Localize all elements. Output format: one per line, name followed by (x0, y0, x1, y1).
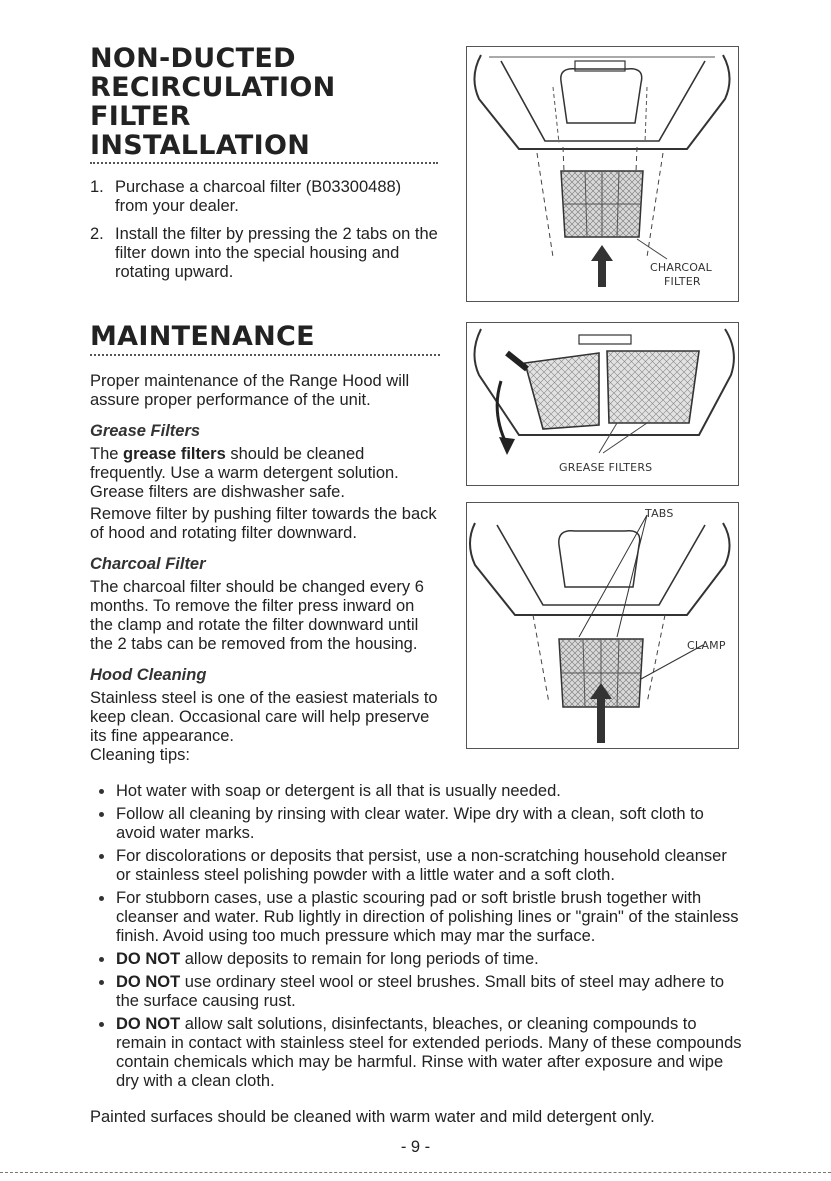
grease-text-b: should be cleaned frequently. Use a warm detergent solution. Grease filters are dishwasher safe. (90, 445, 399, 501)
hood-cleaning-heading: Hood Cleaning (90, 666, 207, 684)
bullet-icon (99, 896, 104, 901)
grease-filters-paragraph (90, 445, 440, 502)
step-text: Install the filter by pressing the 2 tabs on the filter down into the special housing and rotating upward. (115, 225, 438, 281)
footer-rule (0, 1172, 831, 1173)
clamp-label: CLAMP (687, 639, 726, 652)
bullet-icon (99, 980, 104, 985)
list-item (90, 1015, 742, 1091)
maintenance-title-rule (90, 354, 440, 356)
closing-paragraph: Painted surfaces should be cleaned with warm water and mild detergent only. (90, 1108, 655, 1126)
figure-tabs-clamp (466, 502, 739, 749)
installation-title-line3: INSTALLATION (90, 130, 311, 161)
bullet-icon (99, 1022, 104, 1027)
charcoal-filter-label-line2: FILTER (664, 275, 701, 288)
installation-title-line2: RECIRCULATION FILTER (90, 72, 336, 132)
section-installation (90, 44, 438, 291)
list-item (90, 847, 742, 885)
figure-grease-filters (466, 322, 739, 486)
grease-removal-paragraph: Remove filter by pushing filter towards the back of hood and rotating filter downward. (90, 505, 437, 542)
tabs-label: TABS (645, 507, 674, 520)
grease-filters-strong: grease filters (123, 445, 226, 463)
bullet-icon (99, 789, 104, 794)
bullet-icon (99, 957, 104, 962)
tip-text: Hot water with soap or detergent is all that is usually needed. (116, 782, 561, 800)
hood-clamp-illustration (467, 503, 738, 748)
maintenance-intro: Proper maintenance of the Range Hood will assure proper performance of the unit. (90, 372, 410, 409)
tip-strong: DO NOT (116, 1015, 181, 1033)
charcoal-filter-heading: Charcoal Filter (90, 555, 206, 573)
step-number: 1. (90, 178, 104, 196)
charcoal-filter-paragraph: The charcoal filter should be changed every 6 months. To remove the filter press inward on the clamp and rotate the filter downward until the 2 tabs can be removed from the housing. (90, 578, 424, 653)
installation-step (90, 178, 438, 216)
list-item (90, 950, 742, 969)
page-number: - 9 - (400, 1138, 431, 1156)
installation-steps (90, 178, 438, 282)
tip-text: For stubborn cases, use a plastic scouring pad or soft bristle brush together with cleanser and water. Rub lightly in direction of polishing lines or "grain" of the stainless finish. Avoid using too much pressure which may mar the surface. (116, 889, 739, 945)
cleaning-tips-intro: Cleaning tips: (90, 746, 190, 764)
bullet-icon (99, 812, 104, 817)
tip-text: use ordinary steel wool or steel brushes. Small bits of steel may adhere to the surface causing rust. (116, 973, 725, 1010)
tip-text: Follow all cleaning by rinsing with clear water. Wipe dry with a clean, soft cloth to avoid water marks. (116, 805, 704, 842)
grease-text-a: The (90, 445, 124, 463)
list-item (90, 889, 742, 946)
list-item (90, 782, 742, 801)
tip-text: For discolorations or deposits that persist, use a non-scratching household cleanser or stainless steel polishing powder with a little water and a soft cloth. (116, 847, 727, 884)
tip-strong: DO NOT (116, 950, 181, 968)
tip-strong: DO NOT (116, 973, 181, 991)
tip-text: allow deposits to remain for long periods of time. (180, 950, 539, 968)
hood-cleaning-paragraph: Stainless steel is one of the easiest materials to keep clean. Occasional care will help preserve its fine appearance. (90, 689, 438, 745)
section-maintenance (90, 322, 440, 765)
maintenance-title: MAINTENANCE (90, 321, 315, 352)
charcoal-filter-label-line1: CHARCOAL (650, 261, 712, 274)
figure-charcoal-filter (466, 46, 739, 302)
maintenance-body (90, 372, 440, 765)
step-text: Purchase a charcoal filter (B03300488) from your dealer. (115, 178, 402, 215)
grease-filters-label: GREASE FILTERS (559, 461, 653, 474)
step-number: 2. (90, 225, 104, 243)
installation-step (90, 225, 438, 282)
installation-title-rule (90, 162, 438, 164)
list-item (90, 805, 742, 843)
installation-title-line1: NON-DUCTED (90, 43, 296, 74)
bullet-icon (99, 854, 104, 859)
grease-filters-heading: Grease Filters (90, 422, 201, 440)
list-item (90, 973, 742, 1011)
tip-text: allow salt solutions, disinfectants, bleaches, or cleaning compounds to remain in contact with stainless steel for extended periods. Many of these compounds contain chemicals which may be harmful. Rinse with water after exposure and wipe dry with a clean cloth. (116, 1015, 742, 1090)
cleaning-tips-list (90, 782, 742, 1095)
